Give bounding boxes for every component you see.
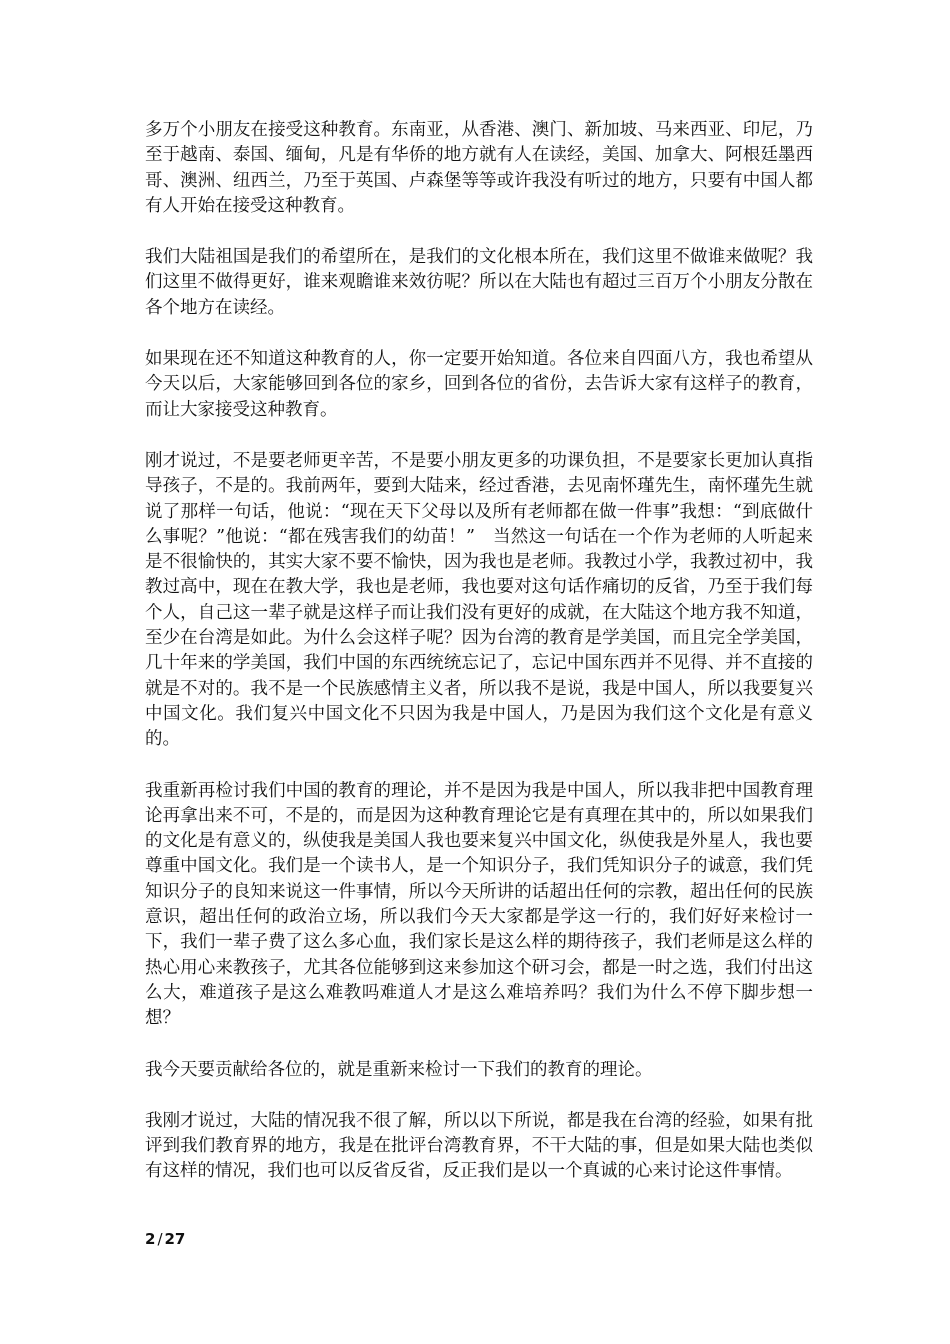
total-pages-number: 27 — [164, 1230, 186, 1248]
paragraph-4: 刚才说过，不是要老师更辛苦，不是要小朋友更多的功课负担，不是要家长更加认真指导孩子，不是的。我前两年，要到大陆来，经过香港，去见南怀瑾先生，南怀瑾先生就说了那样一句话，他说：“现在天下父母以及所有老师都在做一件事”我想：“到底做什么事呢？”他说：“都在残害我们的幼苗！” 当然这一句话在一个作为老师的人听起来是不很愉快的，其实大家不要不愉快，因为我也是老师。我教过小学，我教过初中，我教过高中，现在在教大学，我也是老师，我也要对这句话作痛切的反省，乃至于我们每个人，自己这一辈子就是这样子而让我们没有更好的成就，在大陆这个地方我不知道，至少在台湾是如此。为什么会这样子呢？因为台湾的教育是学美国，而且完全学美国，几十年来的学美国，我们中国的东西统统忘记了，忘记中国东西并不见得、并不直接的就是不对的。我不是一个民族感情主义者，所以我不是说，我是中国人，所以我要复兴中国文化。我们复兴中国文化不只因为我是中国人，乃是因为我们这个文化是有意义的。 — [145, 450, 813, 750]
current-page-number: 2 — [145, 1230, 156, 1248]
paragraph-6: 我今天要贡献给各位的，就是重新来检讨一下我们的教育的理论。 — [145, 1059, 653, 1080]
paragraph-7: 我刚才说过，大陆的情况我不很了解，所以以下所说，都是我在台湾的经验，如果有批评到我们教育界的地方，我是在批评台湾教育界，不干大陆的事，但是如果大陆也类似有这样的情况，我们也可以反省反省，反正我们是以一个真诚的心来讨论这件事情。 — [145, 1110, 813, 1182]
paragraph-5: 我重新再检讨我们中国的教育的理论，并不是因为我是中国人，所以我非把中国教育理论再拿出来不可，不是的，而是因为这种教育理论它是有真理在其中的，所以如果我们的文化是有意义的，纵使我是美国人我也要来复兴中国文化，纵使我是外星人，我也要尊重中国文化。我们是一个读书人，是一个知识分子，我们凭知识分子的诚意，我们凭知识分子的良知来说这一件事情，所以今天所讲的话超出任何的宗教，超出任何的民族意识，超出任何的政治立场，所以我们今天大家都是学这一行的，我们好好来检讨一下，我们一辈子费了这么多心血，我们家长是这么样的期待孩子，我们老师是这么样的热心用心来教孩子，尤其各位能够到这来参加这个研习会，都是一时之选，我们付出这么大，难道孩子是这么难教吗难道人才是这么难培养吗？我们为什么不停下脚步想一想？ — [145, 780, 813, 1029]
page-separator: / — [157, 1230, 163, 1248]
paragraph-2: 我们大陆祖国是我们的希望所在，是我们的文化根本所在，我们这里不做谁来做呢？我们这里不做得更好，谁来观瞻谁来效彷呢？所以在大陆也有超过三百万个小朋友分散在各个地方在读经。 — [145, 247, 813, 318]
paragraph-1: 多万个小朋友在接受这种教育。东南亚，从香港、澳门、新加坡、马来西亚、印尼，乃至于越南、泰国、缅甸，凡是有华侨的地方就有人在读经，美国、加拿大、阿根廷墨西哥、澳洲、纽西兰，乃至于英国、卢森堡等等或许我没有听过的地方，只要有中国人都有人开始在接受这种教育。 — [145, 120, 813, 216]
paragraph-3: 如果现在还不知道这种教育的人，你一定要开始知道。各位来自四面八方，我也希望从今天以后，大家能够回到各位的家乡，回到各位的省份，去告诉大家有这样子的教育，而让大家接受这种教育。 — [145, 349, 813, 420]
page-number — [145, 1230, 185, 1248]
document-body — [145, 118, 813, 1211]
